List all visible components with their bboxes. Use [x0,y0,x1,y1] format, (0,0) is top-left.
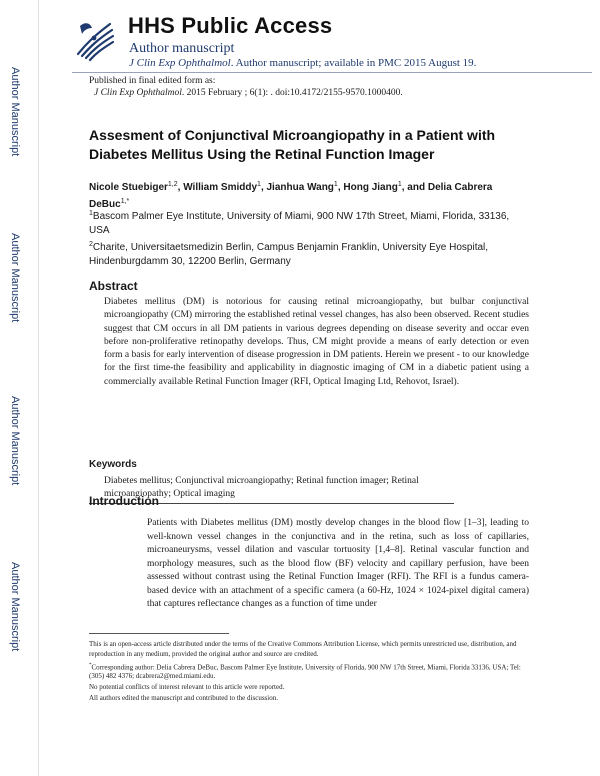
corresponding-mark: * [89,662,92,668]
author-name: Delia Cabrera DeBuc [89,182,493,210]
journal-availability [129,57,476,69]
corresponding-author-text: Corresponding author: Delia Cabrera DeBuc, Bascom Palmer Eye Institute, University of Florida, 900 NW 17th Street, Miami, Florida 33136, USA; Tel: (305) 482 4376; dcabrera2@med.miami.edu. [89,662,521,681]
footnotes [89,640,529,705]
corresponding-author-note [89,661,529,682]
introduction-body: Patients with Diabetes mellitus (DM) mostly develop changes in the blood flow [1–3], leading to well-known vessel changes in the conjunctiva and in the retina, such as loss of capillaries, microaneurysms, vessel dilation and vascular tortuosity [1,4–8]. Retinal vascular function and morphology measures, such as the blood flow (BF) velocity and capillary perfusion, have been assessed without contrast using the Retinal Function Imager (RFI). The RFI is a fundus camera-based device with an attachment of a specific camera (a 60-Hz, 1024 × 1024-pixel digital camera) that captures reflectance changes as a function of time under [147,518,529,609]
hhs-eagle-icon [72,14,116,64]
author-name: Jianhua Wang [266,182,334,193]
affiliation-text: Bascom Palmer Eye Institute, University of Miami, 900 NW 17th Street, Miami, Florida, 33136, USA [89,211,510,236]
conflicts-note: No potential conflicts of interest relevant to this article were reported. [89,683,285,692]
author-separator: , [177,182,184,193]
author-separator: , and [401,182,428,193]
keywords-heading: Keywords [89,459,137,470]
sidebar-label-author-manuscript: Author Manuscript [9,233,21,323]
publication-citation [94,88,403,98]
journal-name: J Clin Exp Ophthalmol [129,57,231,69]
sidebar-label-author-manuscript: Author Manuscript [9,562,21,652]
author-name: Nicole Stuebiger [89,182,168,193]
author-affiliation-mark: 1,2 [167,181,178,188]
header-subtitle: Author manuscript [129,41,235,56]
affiliation-mark: 1 [89,210,93,217]
license-note: This is an open-access article distributed under the terms of the Creative Commons Attribution License, which permits unrestricted use, distribution, and reproduction in any medium, provided the original author and source are credited. [89,640,517,658]
margin-divider [38,0,39,776]
abstract-body: Diabetes mellitus (DM) is notorious for causing retinal microangiopathy, but bulbar conjunctival microangiopathy (CM) mirroring the established retinal vessel changes, has also been observed. Recent studies suggest that CM occurs in all DM patients in various degrees depending on disease severity and occar even before non-proliferative retinopathy develops. Thus, CM might provide a means of early detection or even form a basis for early intervention of disease progression in DM patients. Herein we present - to our knowledge for the first time-the feasibility and applicability in diagnostic imaging of CM in a diabetic patient using a commercially available Retinal Function Imager (RFI, Optical Imaging Ltd, Rehovot, Israel). [104,297,529,387]
abstract-heading: Abstract [89,279,138,293]
sidebar-label-author-manuscript: Author Manuscript [9,396,21,486]
citation-details: . 2015 February ; 6(1): . doi:10.4172/2155-9570.1000400. [181,88,403,98]
sidebar-label-author-manuscript: Author Manuscript [9,67,21,157]
contributions-note: All authors edited the manuscript and contributed to the discussion. [89,694,278,703]
affiliation-mark: 2 [89,241,93,248]
header-divider [72,72,592,73]
author-affiliation-mark: 1 [257,181,261,188]
author-name: Hong Jiang [343,182,398,193]
published-label: Published in final edited form as: [89,76,216,86]
affiliation [89,238,529,269]
keywords-body: Diabetes mellitus; Conjunctival microangiopathy; Retinal function imager; Retinal microangiopathy; Optical imaging [104,476,419,499]
author-affiliation-mark: 1 [397,181,402,188]
affiliation-text: Charite, Universitaetsmedizin Berlin, Campus Benjamin Franklin, University Eye Hospital, Hindenburgdamm 30, 12200 Berlin, Germany [89,242,489,267]
introduction-heading: Introduction [89,494,159,508]
page-title: HHS Public Access [128,13,333,38]
author-affiliation-mark: 1 [333,181,338,188]
affiliation [89,207,529,238]
citation-journal: J Clin Exp Ophthalmol [94,88,182,98]
author-separator: , [337,182,344,193]
article-title: Assesment of Conjunctival Microangiopathy in a Patient with Diabetes Mellitus Using the Retinal Function Imager [89,127,496,162]
author-separator: , [260,182,267,193]
author-affiliation-mark: 1,* [120,198,130,205]
author-name: William Smiddy [183,182,258,193]
availability-text: . Author manuscript; available in PMC 2015 August 19. [230,57,477,69]
footnote-divider [89,633,229,634]
